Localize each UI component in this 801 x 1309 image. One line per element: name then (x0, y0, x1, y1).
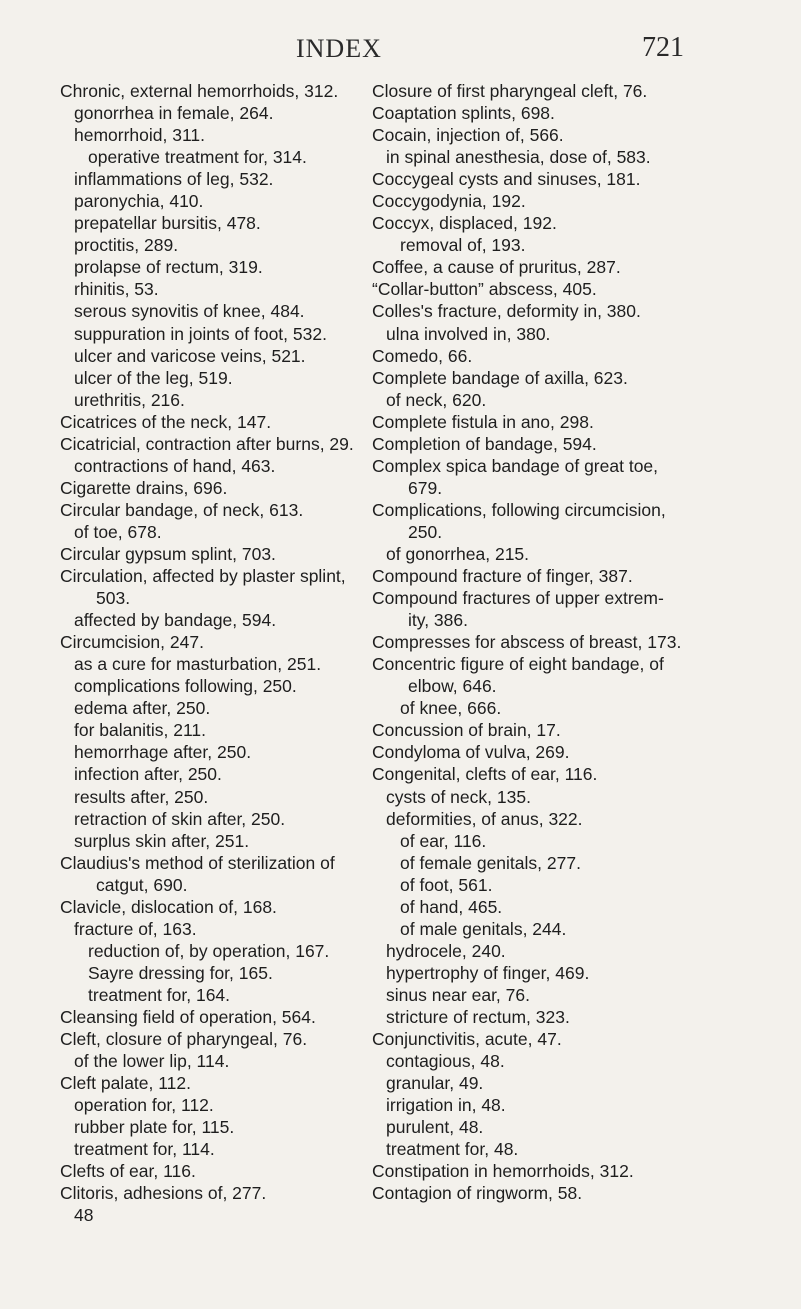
index-entry: 679. (408, 477, 443, 498)
index-entry: contractions of hand, 463. (74, 455, 276, 476)
index-entry: Clefts of ear, 116. (60, 1161, 196, 1182)
index-entry: treatment for, 114. (74, 1139, 215, 1160)
index-entry: sinus near ear, 76. (386, 984, 530, 1005)
index-entry: ity, 386. (408, 610, 468, 631)
index-column-right (372, 80, 792, 1204)
index-entry: of female genitals, 277. (400, 852, 581, 873)
index-entry: Coccygeal cysts and sinuses, 181. (372, 169, 641, 190)
index-entry: serous synovitis of knee, 484. (74, 301, 305, 322)
index-entry: hypertrophy of finger, 469. (386, 962, 590, 983)
index-entry: of foot, 561. (400, 874, 493, 895)
index-entry: hemorrhoid, 311. (74, 125, 206, 146)
index-entry: elbow, 646. (408, 676, 497, 697)
index-entry: Clavicle, dislocation of, 168. (60, 896, 277, 917)
index-entry: rubber plate for, 115. (74, 1117, 235, 1138)
index-entry: Clitoris, adhesions of, 277. (60, 1183, 267, 1204)
index-entry: infection after, 250. (74, 764, 222, 785)
index-entry: Compound fractures of upper extrem- (372, 588, 664, 609)
index-entry: Colles's fracture, deformity in, 380. (372, 301, 641, 322)
index-entry: Concussion of brain, 17. (372, 720, 561, 741)
index-entry: ulna involved in, 380. (386, 323, 551, 344)
index-entry: 48 (74, 1205, 94, 1226)
index-entry: Circumcision, 247. (60, 632, 204, 653)
index-entry: Closure of first pharyngeal cleft, 76. (372, 81, 648, 101)
page-title: INDEX (296, 34, 382, 63)
index-entry: reduction of, by operation, 167. (88, 940, 330, 961)
index-entry: paronychia, 410. (74, 191, 204, 212)
index-entry: Chronic, external hemorrhoids, 312. (60, 81, 339, 101)
index-entry: of knee, 666. (400, 698, 502, 719)
index-entry: of male genitals, 244. (400, 918, 567, 939)
index-entry: of hand, 465. (400, 896, 503, 917)
index-entry: “Collar-button” abscess, 405. (372, 279, 597, 300)
index-entry: edema after, 250. (74, 698, 211, 719)
index-entry: Cleft palate, 112. (60, 1073, 192, 1094)
index-entry: granular, 49. (386, 1073, 484, 1094)
index-entry: deformities, of anus, 322. (386, 808, 583, 829)
index-entry: Coccyx, displaced, 192. (372, 213, 557, 234)
index-entry: Constipation in hemorrhoids, 312. (372, 1161, 634, 1182)
index-entry: for balanitis, 211. (74, 720, 206, 741)
index-entry: Contagion of ringworm, 58. (372, 1183, 583, 1204)
index-entry: surplus skin after, 251. (74, 830, 250, 851)
index-entry: Complications, following circumcision, (372, 499, 666, 520)
index-entry: Coaptation splints, 698. (372, 103, 555, 124)
index-entry: Complete fistula in ano, 298. (372, 411, 594, 432)
index-entry: hemorrhage after, 250. (74, 742, 252, 763)
index-entry: Concentric figure of eight bandage, of (372, 654, 664, 675)
index-entry: Cocain, injection of, 566. (372, 125, 564, 146)
index-entry: inflammations of leg, 532. (74, 169, 274, 190)
index-entry: prepatellar bursitis, 478. (74, 213, 261, 234)
index-entry: urethritis, 216. (74, 389, 185, 410)
index-entry: treatment for, 48. (386, 1139, 519, 1160)
index-entry: Cleft, closure of pharyngeal, 76. (60, 1029, 308, 1050)
index-entry: of gonorrhea, 215. (386, 543, 530, 564)
index-entry: Complete bandage of axilla, 623. (372, 367, 628, 388)
index-entry: of the lower lip, 114. (74, 1051, 230, 1072)
index-entry: Condyloma of vulva, 269. (372, 742, 570, 763)
page-header (0, 30, 801, 70)
index-entry: irrigation in, 48. (386, 1095, 506, 1116)
index-entry: prolapse of rectum, 319. (74, 257, 263, 278)
index-entry: Comedo, 66. (372, 345, 473, 366)
index-entry: Cigarette drains, 696. (60, 477, 228, 498)
index-entry: Circulation, affected by plaster splint, (60, 566, 346, 587)
index-entry: Complex spica bandage of great toe, (372, 455, 659, 476)
index-entry: stricture of rectum, 323. (386, 1006, 570, 1027)
index-entry: Coccygodynia, 192. (372, 191, 526, 212)
index-entry: Coffee, a cause of pruritus, 287. (372, 257, 621, 278)
index-entry: Cleansing field of operation, 564. (60, 1006, 316, 1027)
index-entry: complications following, 250. (74, 676, 297, 697)
index-entry: Circular bandage, of neck, 613. (60, 499, 304, 520)
index-entry: Sayre dressing for, 165. (88, 962, 273, 983)
page-number: 721 (642, 32, 684, 63)
index-entry: gonorrhea in female, 264. (74, 103, 274, 124)
index-entry: treatment for, 164. (88, 984, 231, 1005)
index-entry: results after, 250. (74, 786, 209, 807)
index-entry: Cicatricial, contraction after burns, 29. (60, 433, 354, 454)
index-entry: catgut, 690. (96, 874, 188, 895)
index-entry: Compresses for abscess of breast, 173. (372, 632, 682, 653)
index-entry: retraction of skin after, 250. (74, 808, 286, 829)
index-entry: Conjunctivitis, acute, 47. (372, 1029, 562, 1050)
index-entry: Compound fracture of finger, 387. (372, 566, 633, 587)
index-entry: cysts of neck, 135. (386, 786, 531, 807)
index-entry: of toe, 678. (74, 521, 162, 542)
index-entry: operation for, 112. (74, 1095, 214, 1116)
index-entry: in spinal anesthesia, dose of, 583. (386, 147, 651, 168)
index-entry: fracture of, 163. (74, 918, 197, 939)
index-entry: of ear, 116. (400, 830, 487, 851)
index-entry: 503. (96, 588, 131, 609)
index-entry: purulent, 48. (386, 1117, 484, 1138)
index-entry: ulcer of the leg, 519. (74, 367, 233, 388)
index-entry: Completion of bandage, 594. (372, 433, 597, 454)
index-entry: contagious, 48. (386, 1051, 505, 1072)
index-entry: as a cure for masturbation, 251. (74, 654, 322, 675)
index-entry: proctitis, 289. (74, 235, 179, 256)
index-column-left (60, 80, 360, 1226)
index-entry: Claudius's method of sterilization of (60, 852, 335, 873)
index-entry: Circular gypsum splint, 703. (60, 543, 276, 564)
index-entry: affected by bandage, 594. (74, 610, 277, 631)
index-entry: removal of, 193. (400, 235, 526, 256)
index-entry: hydrocele, 240. (386, 940, 506, 961)
index-entry: ulcer and varicose veins, 521. (74, 345, 306, 366)
index-entry: Cicatrices of the neck, 147. (60, 411, 272, 432)
index-entry: rhinitis, 53. (74, 279, 159, 300)
index-entry: suppuration in joints of foot, 532. (74, 323, 327, 344)
index-entry: of neck, 620. (386, 389, 487, 410)
index-entry: Congenital, clefts of ear, 116. (372, 764, 598, 785)
index-entry: 250. (408, 521, 443, 542)
index-entry: operative treatment for, 314. (88, 147, 307, 168)
